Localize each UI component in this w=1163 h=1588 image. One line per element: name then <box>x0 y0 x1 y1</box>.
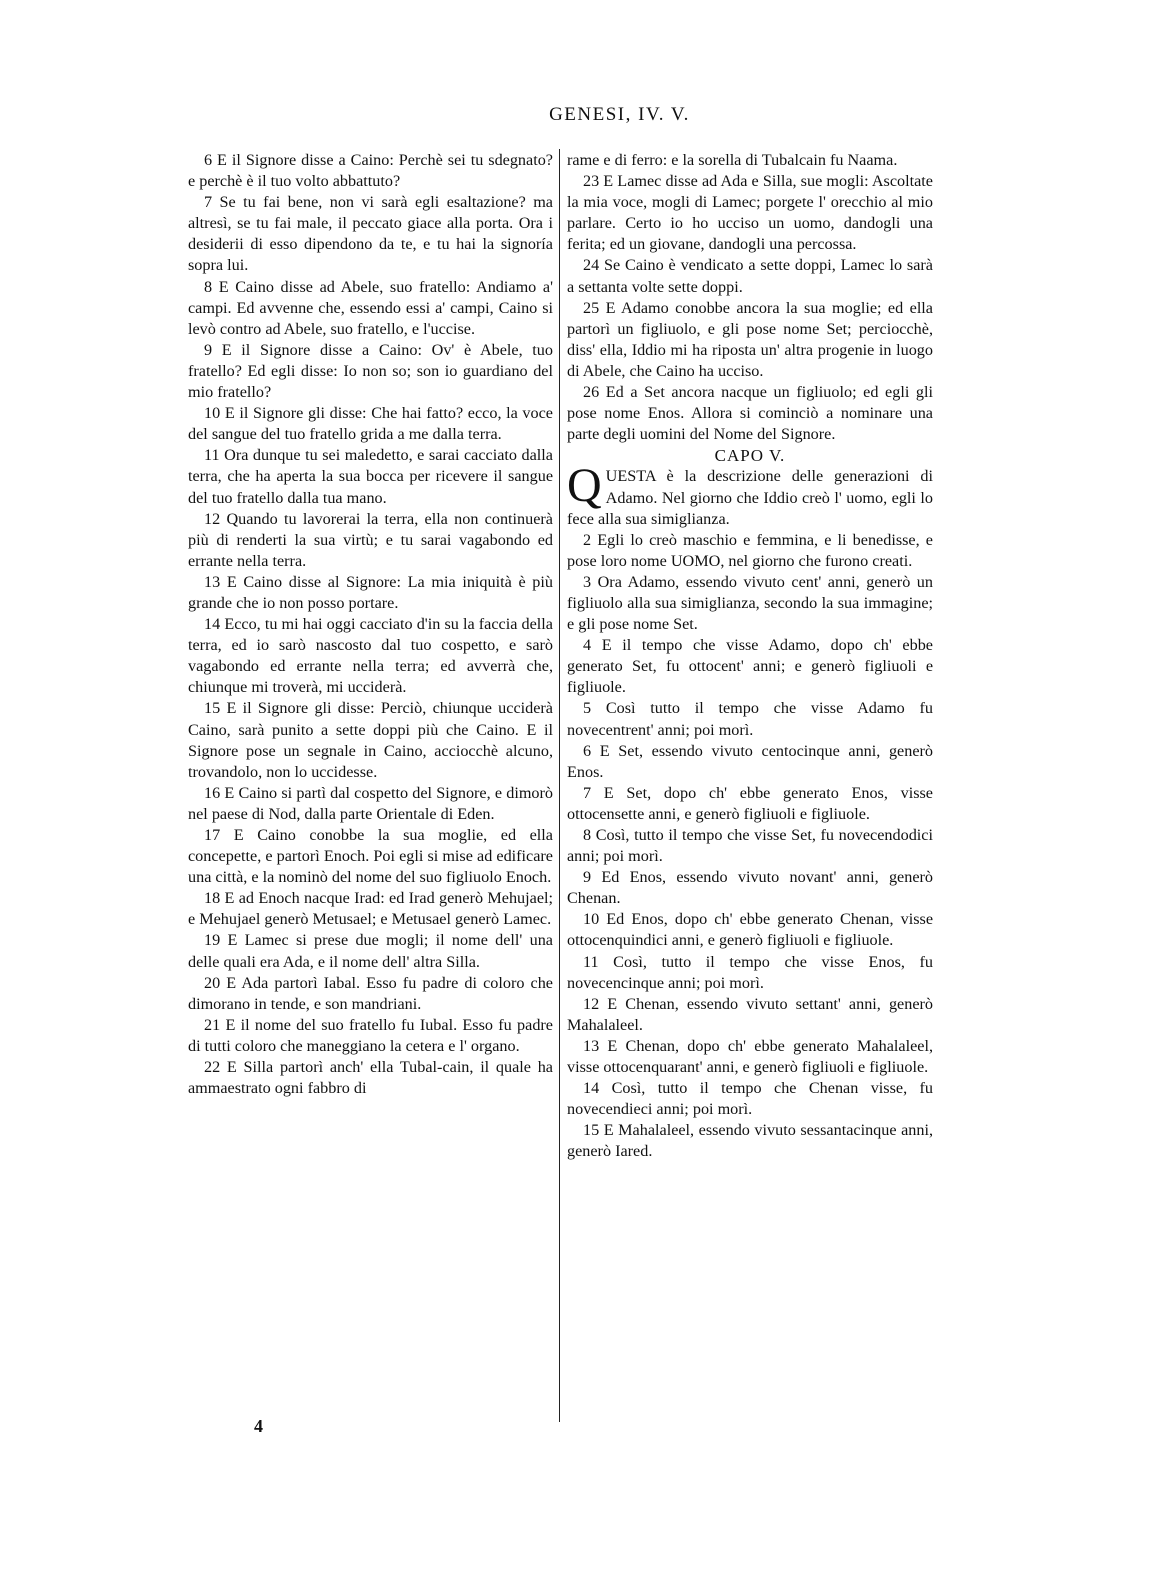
drop-cap: Q <box>567 459 602 513</box>
verse: 22 E Silla partorì anch' ella Tubal-cain, il quale ha ammaestrato ogni fabbro di <box>188 1058 553 1098</box>
verse: 21 E il nome del suo fratello fu Iubal. Esso fu padre di tutti coloro che maneggiano la cetera e l' organo. <box>188 1015 553 1055</box>
verse: 3 Ora Adamo, essendo vivuto cent' anni, generò un figliuolo alla sua simiglianza, secondo la sua immagine; e gli pose nome Set. <box>567 572 933 634</box>
verse: 17 E Caino conobbe la sua moglie, ed ella concepette, e partorì Enoch. Poi egli si mise ad edificare una città, e la nominò del nome del suo figliuolo Enoch. <box>188 826 553 887</box>
right-column <box>567 150 933 1163</box>
verse: 9 Ed Enos, essendo vivuto novant' anni, generò Chenan. <box>567 868 933 908</box>
verse: 11 Ora dunque tu sei maledetto, e sarai cacciato dalla terra, che ha aperta la sua bocca per ricevere il sangue del tuo fratello dalla tua mano. <box>188 446 553 507</box>
verse: 19 E Lamec si prese due mogli; il nome dell' una delle quali era Ada, e il nome dell' altra Silla. <box>188 931 553 971</box>
chapter-heading: CAPO V. <box>714 446 786 466</box>
verse: 7 Se tu fai bene, non vi sarà egli esaltazione? ma altresì, se tu fai male, il peccato giace alla porta. Ora i desiderii di esso dipendono da te, e tu hai la signoría sopra lui. <box>188 193 553 275</box>
verse: 24 Se Caino è vendicato a sette doppi, Lamec lo sarà a settanta volte sette doppi. <box>567 256 933 296</box>
verse: 13 E Chenan, dopo ch' ebbe generato Mahalaleel, visse ottocenquarant' anni, e generò figliuoli e figliuole. <box>567 1036 933 1077</box>
verse: 14 Così, tutto il tempo che Chenan visse, fu novecendieci anni; poi morì. <box>567 1079 933 1119</box>
verse: 11 Così, tutto il tempo che visse Enos, fu novecencinque anni; poi morì. <box>567 952 933 992</box>
verse: 8 E Caino disse ad Abele, suo fratello: Andiamo a' campi. Ed avvenne che, essendo essi a' campi, Caino si levò contro ad Abele, suo fratello, e l'uccise. <box>188 277 553 338</box>
verse: 20 E Ada partorì Iabal. Esso fu padre di coloro che dimorano in tende, e son mandriani. <box>188 973 553 1013</box>
chapter-opening <box>567 459 933 529</box>
verse: 6 E il Signore disse a Caino: Perchè sei tu sdegnato? e perchè è il tuo volto abbattuto? <box>188 151 553 191</box>
verse: 12 E Chenan, essendo vivuto settant' anni, generò Mahalaleel. <box>567 994 933 1034</box>
verse: 10 Ed Enos, dopo ch' ebbe generato Chenan, visse ottocenquindici anni, e generò figliuoli e figliuole. <box>567 910 933 950</box>
verse: 18 E ad Enoch nacque Irad: ed Irad generò Mehujael; e Mehujael generò Metusael; e Metusael generò Lamec. <box>188 889 553 929</box>
left-column <box>188 150 553 1099</box>
verse: 16 E Caino si partì dal cospetto del Signore, e dimorò nel paese di Nod, dalla parte Orientale di Eden. <box>188 783 553 823</box>
page-number: 4 <box>254 1416 263 1436</box>
verse: 10 E il Signore gli disse: Che hai fatto? ecco, la voce del sangue del tuo fratello grida a me dalla terra. <box>188 404 553 444</box>
verse: 9 E il Signore disse a Caino: Ov' è Abele, tuo fratello? Ed egli disse: Io non so; son io guardiano del mio fratello? <box>188 340 553 402</box>
verse: 2 Egli lo creò maschio e femmina, e li benedisse, e pose loro nome UOMO, nel giorno che furono creati. <box>567 530 933 570</box>
verse: 26 Ed a Set ancora nacque un figliuolo; ed egli gli pose nome Enos. Allora si cominciò a nominare una parte degli uomini del Nome del Signore. <box>567 383 933 444</box>
verse: 13 E Caino disse al Signore: La mia iniquità è più grande che io non posso portare. <box>188 572 553 612</box>
verse: 15 E il Signore gli disse: Perciò, chiunque ucciderà Caino, sarà punito a sette doppi più che Caino. E il Signore pose un segnale in Caino, acciocchè alcuno, trovandolo, non lo uccidesse. <box>188 699 553 781</box>
verse: 15 E Mahalaleel, essendo vivuto sessantacinque anni, generò Iared. <box>567 1121 933 1161</box>
verse: 5 Così tutto il tempo che visse Adamo fu novecentrent' anni; poi morì. <box>567 699 933 739</box>
verse: 12 Quando tu lavorerai la terra, ella non continuerà più di renderti la sua virtù; e tu sarai vagabondo ed errante nella terra. <box>188 509 553 570</box>
verse: 14 Ecco, tu mi hai oggi cacciato d'in su la faccia della terra, ed io sarò nascosto dal tuo cospetto, e sarò vagabondo ed errante nella terra; ed avverrà che, chiunque mi troverà, mi ucciderà. <box>188 615 553 697</box>
column-divider <box>559 149 560 1422</box>
opening-text: UESTA è la descrizione delle generazioni di Adamo. Nel giorno che Iddio creò l' uomo, egli lo fece alla sua simiglianza. <box>567 467 933 528</box>
verse: 4 E il tempo che visse Adamo, dopo ch' ebbe generato Set, fu ottocent' anni; e generò figliuoli e figliuole. <box>567 636 933 697</box>
running-header: GENESI, IV. V. <box>549 104 690 125</box>
verse: 25 E Adamo conobbe ancora la sua moglie; ed ella partorì un figliuolo, e gli pose nome Set; perciocchè, diss' ella, Iddio mi ha riposta un' altra progenie in luogo di Abele, che Caino ha ucciso. <box>567 298 933 380</box>
verse: 7 E Set, dopo ch' ebbe generato Enos, visse ottocensette anni, e generò figliuoli e figliuole. <box>567 783 933 823</box>
verse: 23 E Lamec disse ad Ada e Silla, sue mogli: Ascoltate la mia voce, mogli di Lamec; porgete l' orecchio al mio parlare. Certo io ho ucciso un uomo, dandogli una ferita; ed un giovane, dandogli una percossa. <box>567 172 933 254</box>
verse: 6 E Set, essendo vivuto centocinque anni, generò Enos. <box>567 741 933 781</box>
verse: 8 Così, tutto il tempo che visse Set, fu novecendodici anni; poi morì. <box>567 826 933 866</box>
verse-continuation: rame e di ferro: e la sorella di Tubalcain fu Naama. <box>567 151 898 169</box>
